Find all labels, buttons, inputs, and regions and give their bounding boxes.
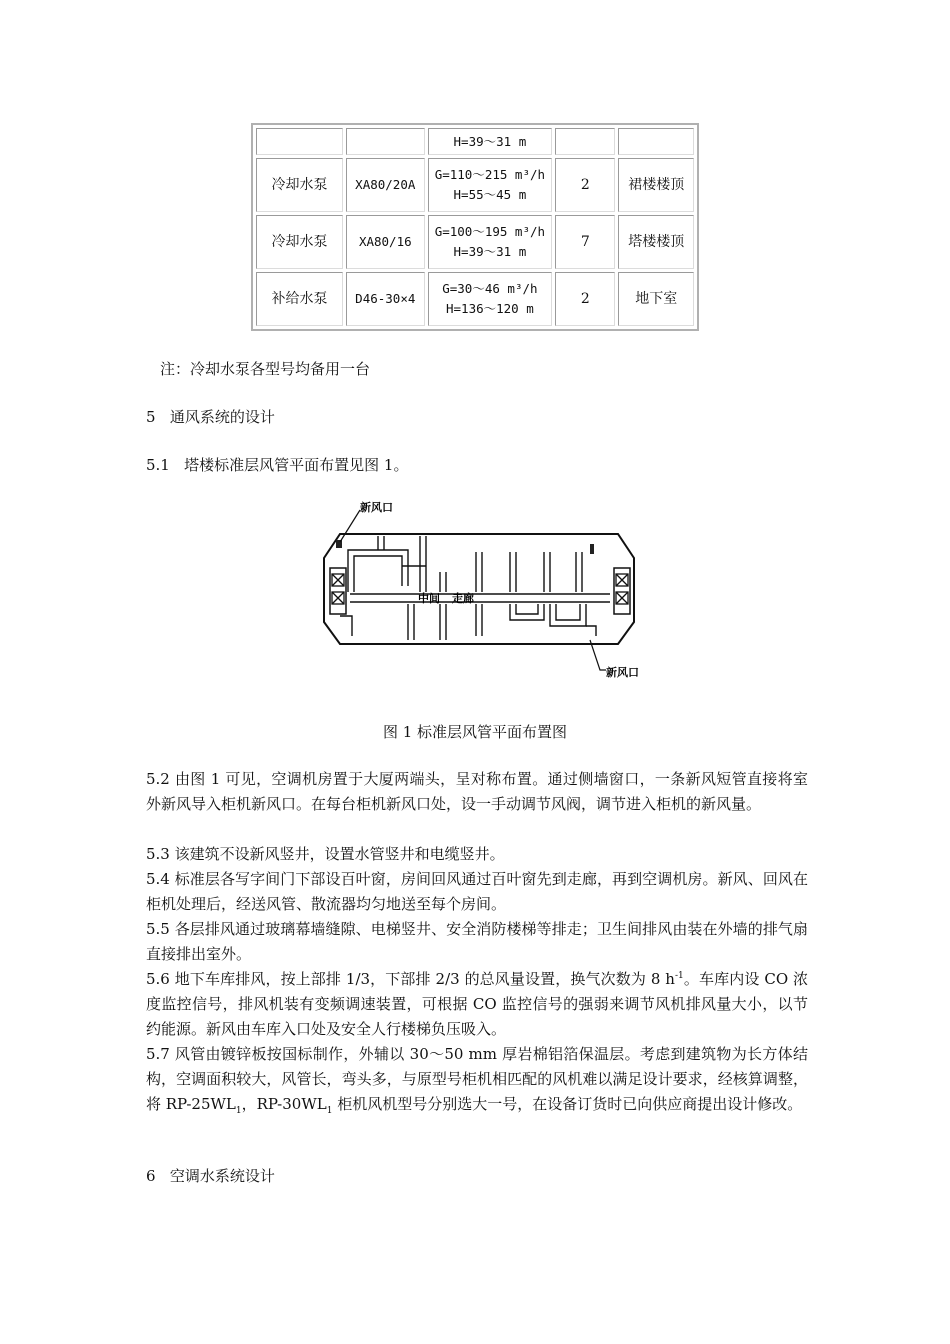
paragraph-5-2: 5.2 由图 1 可见，空调机房置于大厦两端头，呈对称布置。通过侧墙窗口，一条新风短管直接将室外新风导入柜机新风口。在每台柜机新风口处，设一手动调节风阀，调节进入柜机的新风量。 (146, 770, 808, 813)
cell-qty (555, 128, 615, 155)
paragraph-5-3: 5.3 该建筑不设新风竖井，设置水管竖井和电缆竖井。 (146, 845, 505, 863)
cell-name (256, 128, 343, 155)
spec-head: H=39～31 m (453, 244, 527, 259)
equipment-table (251, 123, 699, 331)
figure-caption: 图 1 标准层风管平面布置图 (382, 723, 568, 741)
cell-model: XA80/20A (346, 158, 425, 212)
table-row (256, 158, 694, 212)
spec-head: H=136～120 m (446, 301, 534, 316)
subscript: 1 (235, 1106, 242, 1116)
cell-location: 地下室 (618, 272, 694, 326)
table-note: 注：冷却水泵各型号均备用一台 (160, 360, 371, 378)
cell-spec (428, 272, 553, 326)
spec-head: H=55～45 m (453, 187, 527, 202)
cell-location: 塔楼楼顶 (618, 215, 694, 269)
cell-name: 补给水泵 (256, 272, 343, 326)
fresh-air-inlet-label: 新风口 (606, 666, 639, 679)
cell-name: 冷却水泵 (256, 158, 343, 212)
cell-qty: 7 (555, 215, 615, 269)
cell-model (346, 128, 425, 155)
table-row (256, 215, 694, 269)
table-row (256, 128, 694, 155)
spec-flow: G=110～215 m³/h (434, 167, 546, 182)
corridor-label: 中间 (418, 592, 440, 605)
subscript: 1 (326, 1106, 333, 1116)
cell-spec (428, 128, 553, 155)
fresh-air-inlet-label: 新风口 (360, 501, 393, 514)
paragraph-5-4: 5.4 标准层各写字间门下部设百叶窗，房间回风通过百叶窗先到走廊，再到空调机房。新风、回风在柜机处理后，经送风管、散流器均匀地送至每个房间。 (146, 870, 808, 913)
paragraph-text: 柜机风机型号分别选大一号，在设备订货时已向供应商提出设计修改。 (332, 1095, 803, 1113)
cell-location (618, 128, 694, 155)
spec-head: H=39～31 m (453, 133, 527, 149)
cell-model: XA80/16 (346, 215, 425, 269)
cell-qty: 2 (555, 272, 615, 326)
paragraph-5-5: 5.5 各层排风通过玻璃幕墙缝隙、电梯竖井、安全消防楼梯等排走；卫生间排风由装在外墙的排气扇直接排出室外。 (146, 920, 808, 963)
paragraph-5-1: 5.1 塔楼标准层风管平面布置见图 1。 (146, 456, 409, 474)
corridor-label: 走廊 (452, 592, 474, 605)
paragraph-text: 。车库内设 CO 浓度监控信号，排风机装有变频调速装置，可根据 CO 监控信号的强弱来调节风机排风量大小，以节约能源。新风由车库入口处及安全人行楼梯负压吸入。 (146, 970, 809, 1038)
section-6-heading: 6 空调水系统设计 (146, 1167, 275, 1185)
duct-layout-figure (300, 496, 660, 688)
cell-spec (428, 158, 553, 212)
cell-location: 裙楼楼顶 (618, 158, 694, 212)
table-row (256, 272, 694, 326)
cell-spec (428, 215, 553, 269)
paragraph-text: 5.7 风管由镀锌板按国标制作，外辅以 30～50 mm 厚岩棉铝箔保温层。考虑到建筑物为长方体结构，空调面积较大，风管长，弯头多，与原型号柜机相匹配的风机难以满足设计要求，经核算调整，将 RP-25WL (146, 1045, 808, 1113)
superscript: -1 (674, 971, 684, 981)
paragraph-text: 5.6 地下车库排风，按上部排 1/3，下部排 2/3 的总风量设置，换气次数为 8 h (146, 970, 675, 988)
cell-model: D46-30×4 (346, 272, 425, 326)
paragraph-5-7 (146, 1042, 808, 1117)
cell-name: 冷却水泵 (256, 215, 343, 269)
paragraph-5-6 (146, 967, 808, 1042)
section-5-heading: 5 通风系统的设计 (146, 408, 275, 426)
paragraph-text: ，RP-30WL (241, 1095, 327, 1113)
spec-flow: G=100～195 m³/h (434, 224, 546, 239)
spec-flow: G=30～46 m³/h (442, 281, 538, 296)
cell-qty: 2 (555, 158, 615, 212)
